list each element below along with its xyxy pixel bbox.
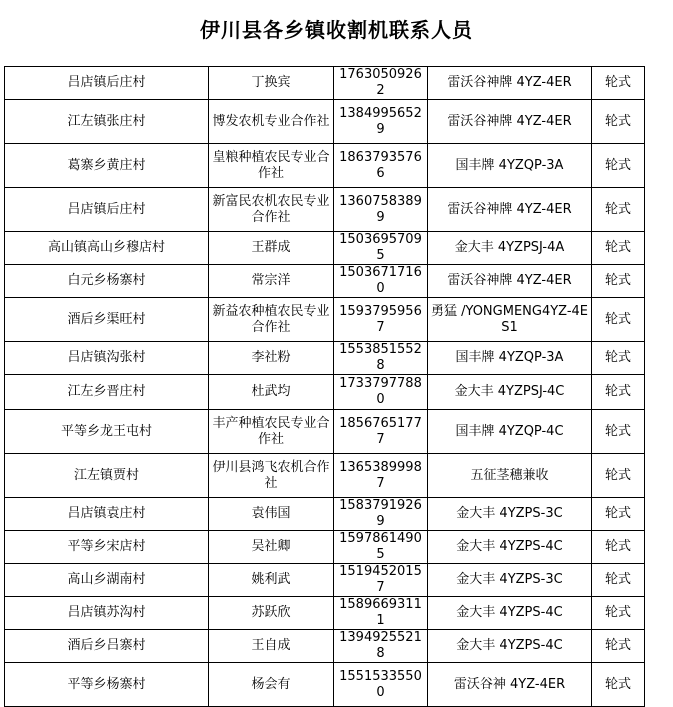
village-cell: 平等乡龙王屯村 (5, 410, 209, 454)
table-row (5, 67, 645, 100)
table-row (5, 144, 645, 188)
model-cell: 金大丰 4YZPS-3C (428, 564, 592, 597)
page-title: 伊川县各乡镇收割机联系人员 (200, 18, 473, 42)
type-cell: 轮式 (592, 564, 645, 597)
contact-cell: 丰产种植农民专业合作社 (209, 410, 334, 454)
village-cell: 吕店镇后庄村 (5, 67, 209, 100)
contact-cell: 王群成 (209, 232, 334, 265)
type-cell: 轮式 (592, 144, 645, 188)
model-cell: 雷沃谷神牌 4YZ-4ER (428, 265, 592, 298)
table-row (5, 265, 645, 298)
phone-cell: 13949255218 (334, 630, 428, 663)
table-row (5, 531, 645, 564)
table-row (5, 597, 645, 630)
contact-cell: 杜武均 (209, 375, 334, 410)
model-cell: 五征茎穗兼收 (428, 454, 592, 498)
village-cell: 平等乡杨寨村 (5, 663, 209, 707)
village-cell: 酒后乡吕寨村 (5, 630, 209, 663)
contact-cell: 吴社卿 (209, 531, 334, 564)
contact-cell: 常宗洋 (209, 265, 334, 298)
contact-cell: 博发农机专业合作社 (209, 100, 334, 144)
type-cell: 轮式 (592, 342, 645, 375)
table-row (5, 188, 645, 232)
phone-cell: 15896693111 (334, 597, 428, 630)
phone-cell: 13849956529 (334, 100, 428, 144)
type-cell: 轮式 (592, 100, 645, 144)
village-cell: 江左乡晋庄村 (5, 375, 209, 410)
phone-cell: 15194520157 (334, 564, 428, 597)
type-cell: 轮式 (592, 265, 645, 298)
phone-cell: 15538515528 (334, 342, 428, 375)
phone-cell: 13653899987 (334, 454, 428, 498)
table-row (5, 564, 645, 597)
type-cell: 轮式 (592, 663, 645, 707)
contact-cell: 新益农种植农民专业合作社 (209, 298, 334, 342)
village-cell: 吕店镇苏沟村 (5, 597, 209, 630)
table-row (5, 232, 645, 265)
table-row (5, 410, 645, 454)
phone-cell: 15515335500 (334, 663, 428, 707)
table-row (5, 100, 645, 144)
model-cell: 勇猛 /YONGMENG4YZ-4ES1 (428, 298, 592, 342)
village-cell: 高山乡湖南村 (5, 564, 209, 597)
contact-cell: 袁伟国 (209, 498, 334, 531)
model-cell: 国丰牌 4YZQP-3A (428, 342, 592, 375)
model-cell: 金大丰 4YZPS-4C (428, 531, 592, 564)
phone-cell: 15837919269 (334, 498, 428, 531)
model-cell: 金大丰 4YZPSJ-4C (428, 375, 592, 410)
village-cell: 江左镇贾村 (5, 454, 209, 498)
village-cell: 吕店镇袁庄村 (5, 498, 209, 531)
table-row (5, 375, 645, 410)
phone-cell: 15036957095 (334, 232, 428, 265)
model-cell: 金大丰 4YZPS-3C (428, 498, 592, 531)
model-cell: 雷沃谷神牌 4YZ-4ER (428, 100, 592, 144)
village-cell: 白元乡杨寨村 (5, 265, 209, 298)
harvester-contact-table (4, 66, 645, 707)
contact-cell: 王自成 (209, 630, 334, 663)
type-cell: 轮式 (592, 597, 645, 630)
village-cell: 高山镇高山乡穆店村 (5, 232, 209, 265)
type-cell: 轮式 (592, 298, 645, 342)
model-cell: 雷沃谷神 4YZ-4ER (428, 663, 592, 707)
phone-cell: 15978614905 (334, 531, 428, 564)
contact-cell: 皇粮种植农民专业合作社 (209, 144, 334, 188)
type-cell: 轮式 (592, 630, 645, 663)
type-cell: 轮式 (592, 67, 645, 100)
model-cell: 金大丰 4YZPSJ-4A (428, 232, 592, 265)
table-row (5, 630, 645, 663)
phone-cell: 18637935766 (334, 144, 428, 188)
model-cell: 国丰牌 4YZQP-4C (428, 410, 592, 454)
contact-cell: 伊川县鸿飞农机合作社 (209, 454, 334, 498)
model-cell: 金大丰 4YZPS-4C (428, 597, 592, 630)
contact-cell: 杨会有 (209, 663, 334, 707)
table-row (5, 342, 645, 375)
type-cell: 轮式 (592, 375, 645, 410)
model-cell: 金大丰 4YZPS-4C (428, 630, 592, 663)
model-cell: 雷沃谷神牌 4YZ-4ER (428, 67, 592, 100)
phone-cell: 17337977880 (334, 375, 428, 410)
table-row (5, 663, 645, 707)
village-cell: 平等乡宋店村 (5, 531, 209, 564)
phone-cell: 15937959567 (334, 298, 428, 342)
contact-cell: 姚利武 (209, 564, 334, 597)
phone-cell: 15036717160 (334, 265, 428, 298)
contact-cell: 新富民农机农民专业合作社 (209, 188, 334, 232)
type-cell: 轮式 (592, 454, 645, 498)
type-cell: 轮式 (592, 410, 645, 454)
village-cell: 吕店镇后庄村 (5, 188, 209, 232)
village-cell: 江左镇张庄村 (5, 100, 209, 144)
type-cell: 轮式 (592, 232, 645, 265)
village-cell: 吕店镇沟张村 (5, 342, 209, 375)
phone-cell: 17630509262 (334, 67, 428, 100)
type-cell: 轮式 (592, 531, 645, 564)
village-cell: 葛寨乡黄庄村 (5, 144, 209, 188)
table-row (5, 454, 645, 498)
table-row (5, 498, 645, 531)
village-cell: 酒后乡渠旺村 (5, 298, 209, 342)
phone-cell: 13607583899 (334, 188, 428, 232)
phone-cell: 18567651777 (334, 410, 428, 454)
type-cell: 轮式 (592, 188, 645, 232)
model-cell: 雷沃谷神牌 4YZ-4ER (428, 188, 592, 232)
contact-cell: 李社粉 (209, 342, 334, 375)
contact-cell: 丁换宾 (209, 67, 334, 100)
type-cell: 轮式 (592, 498, 645, 531)
table-row (5, 298, 645, 342)
contact-cell: 苏跃欣 (209, 597, 334, 630)
model-cell: 国丰牌 4YZQP-3A (428, 144, 592, 188)
